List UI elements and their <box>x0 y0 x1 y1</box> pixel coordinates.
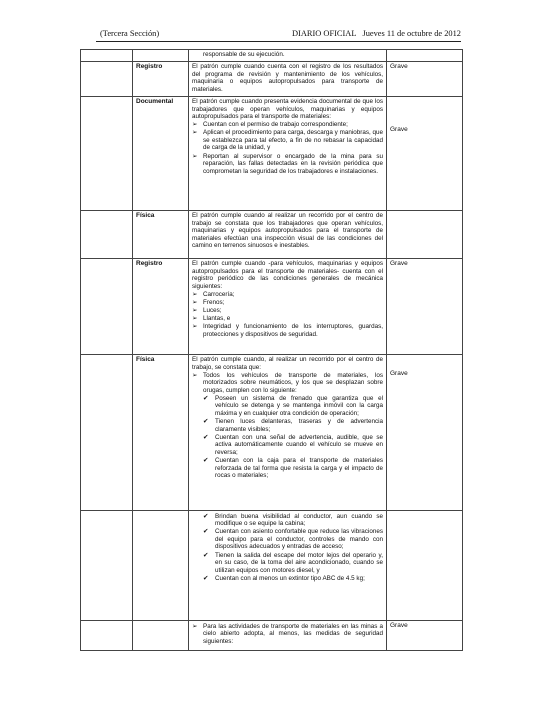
list-item <box>192 323 383 338</box>
table-row <box>81 511 463 621</box>
criterion-intro: El patrón cumple cuando presenta evidencia documental de que los trabajadores que operan vehículos, maquinarias y equipos autopropulsados para el transporte de materiales: <box>192 98 383 121</box>
evidence-type: Registro <box>133 259 189 355</box>
criterion-continuation: responsable de su ejecución. <box>203 51 285 58</box>
list-item-text: Cuentan con una señal de advertencia, audible, que se activa automáticamente cuando el vehículo se mueve en reversa; <box>215 433 383 456</box>
criterion-text <box>189 511 387 621</box>
list-item-text: Poseen un sistema de frenado que garantiza que el vehículo se detenga y se mantenga inmóvil con la carga máxima y en cualquier otra condición de operación; <box>215 394 383 418</box>
list-item-text: Cuentan con al menos un extintor tipo ABC de 4.5 kg; <box>215 574 365 582</box>
list-item <box>203 552 383 575</box>
list-item <box>192 307 383 315</box>
list-item-text: Llantas, e <box>203 315 231 323</box>
arrow-bullet-icon: ➢ <box>192 371 198 379</box>
list-item-text: Tienen la salida del escape del motor lejos del operario y, en su caso, de la toma del aire acondicionado, cuando se utilizan equipos con motores diesel, y <box>215 551 383 574</box>
list-item-text: Reportan al supervisor o encargado de la mina para su reparación, las fallas detectadas en la revisión periódica que comprometan la seguridad de los trabajadores e instalaciones. <box>203 152 383 175</box>
severity-label: Grave <box>387 621 463 651</box>
severity-text: Grave <box>390 126 408 133</box>
list-item <box>203 434 383 457</box>
table-row <box>81 97 463 211</box>
severity-label: Grave <box>387 62 463 97</box>
checkmark-icon: ✔ <box>203 551 209 559</box>
arrow-bullet-icon: ➢ <box>192 323 198 331</box>
arrow-bullet-icon: ➢ <box>192 121 198 129</box>
list-item-text: Tienen luces delanteras, traseras y de advertencia claramente visibles; <box>215 418 383 433</box>
evidence-type: Física <box>133 211 189 259</box>
list-item <box>203 418 383 433</box>
list-item <box>192 121 383 129</box>
evidence-type: Registro <box>133 62 189 97</box>
list-item-text: Cuentan con la caja para el transporte de materiales reforzada de tal forma que resista la carga y el impacto de rocas o materiales; <box>215 457 383 480</box>
sub-list <box>192 395 383 480</box>
list-item-text: Aplican el procedimiento para carga, descarga y maniobras, que se establezca para tal efecto, a fin de no rebasar la capacidad de carga de la unidad, y <box>203 129 383 152</box>
list-item-text: Todos los vehículos de transporte de materiales, los motorizados sobre neumáticos, y los que se desplazan sobre orugas, cumplen con lo siguiente: <box>203 371 383 394</box>
criterion-text <box>189 259 387 355</box>
list-item <box>203 528 383 551</box>
publication-title: DIARIO OFICIAL <box>292 29 357 38</box>
arrow-bullet-icon: ➢ <box>192 152 198 160</box>
list-item <box>203 575 383 583</box>
evidence-type: Física <box>133 355 189 511</box>
arrow-bullet-icon: ➢ <box>192 298 198 306</box>
list-item-text: Frenos; <box>203 298 225 306</box>
list-item-text: Para las actividades de transporte de materiales en las minas a cielo abierto adopta, al menos, las medidas de seguridad siguientes: <box>203 622 383 645</box>
list-item-text: Cuentan con asiento confortable que reduce las vibraciones del equipo para el conductor, controles de mando con dispositivos adecuados y entradas de acceso; <box>215 528 383 551</box>
checkmark-icon: ✔ <box>203 574 209 582</box>
list-item-text: Cuentan con el permiso de trabajo correspondiente; <box>203 121 348 129</box>
table-row <box>81 355 463 511</box>
list-item <box>203 395 383 418</box>
list-item <box>192 129 383 152</box>
checkmark-icon: ✔ <box>203 433 209 441</box>
list-item-text: Carrocería; <box>203 290 235 298</box>
table-row <box>81 621 463 651</box>
list-item-text: Luces; <box>203 307 222 315</box>
criterion-text <box>189 355 387 511</box>
checkmark-icon: ✔ <box>203 512 209 520</box>
checkmark-icon: ✔ <box>203 418 209 426</box>
arrow-bullet-icon: ➢ <box>192 315 198 323</box>
arrow-bullet-icon: ➢ <box>192 129 198 137</box>
arrow-bullet-icon: ➢ <box>192 290 198 298</box>
section-label: (Tercera Sección) <box>100 29 160 38</box>
severity-label <box>387 97 463 211</box>
criterion-text: El patrón cumple cuando al realizar un recorrido por el centro de trabajo se constata que los trabajadores que operan vehículos, maquinarias y equipos autopropulsados para el transporte de materiales efectúan una inspección visual de las condiciones del camino en terrenos sinuosos e inestables. <box>189 211 387 259</box>
table-row <box>81 62 463 97</box>
severity-text: Grave <box>390 370 408 377</box>
list-item <box>192 372 383 395</box>
checkmark-icon: ✔ <box>203 394 209 402</box>
header-rule <box>96 41 461 42</box>
list-item <box>192 315 383 323</box>
list-item <box>192 153 383 176</box>
list-item <box>203 513 383 528</box>
severity-label <box>387 355 463 511</box>
compliance-table <box>80 49 463 651</box>
list-item <box>192 291 383 299</box>
issue-date: Jueves 11 de octubre de 2012 <box>362 29 461 38</box>
sub-list <box>192 513 383 583</box>
arrow-bullet-icon: ➢ <box>192 307 198 315</box>
list-item-text: Brindan buena visibilidad al conductor, aun cuando se modifique o se equipe la cabina; <box>215 512 383 528</box>
list-item <box>192 299 383 307</box>
list-item <box>192 623 383 646</box>
criterion-intro: El patrón cumple cuando -para vehículos, maquinarias y equipos autopropulsados para el transporte de materiales- cuenta con el registro periódico de las condiciones generales de mecánica siguientes: <box>192 260 383 290</box>
arrow-bullet-icon: ➢ <box>192 622 198 630</box>
severity-label: Grave <box>387 259 463 355</box>
checkmark-icon: ✔ <box>203 457 209 465</box>
criterion-text: El patrón cumple cuando cuenta con el registro de los resultados del programa de revisión y mantenimiento de los vehículos, maquinaria o equipos autopropulsados para transporte de materiales. <box>189 62 387 97</box>
criterion-text <box>189 97 387 211</box>
criterion-text <box>189 50 387 62</box>
table-row <box>81 50 463 62</box>
criterion-intro: El patrón cumple cuando, al realizar un recorrido por el centro de trabajo, se constata que: <box>192 356 383 371</box>
list-item-text: Integridad y funcionamiento de los interruptores, guardas, protecciones y dispositivos de seguridad. <box>203 323 383 338</box>
evidence-type: Documental <box>133 97 189 211</box>
list-item <box>203 457 383 480</box>
table-row <box>81 259 463 355</box>
checkmark-icon: ✔ <box>203 528 209 536</box>
table-row <box>81 211 463 259</box>
criterion-text <box>189 621 387 651</box>
